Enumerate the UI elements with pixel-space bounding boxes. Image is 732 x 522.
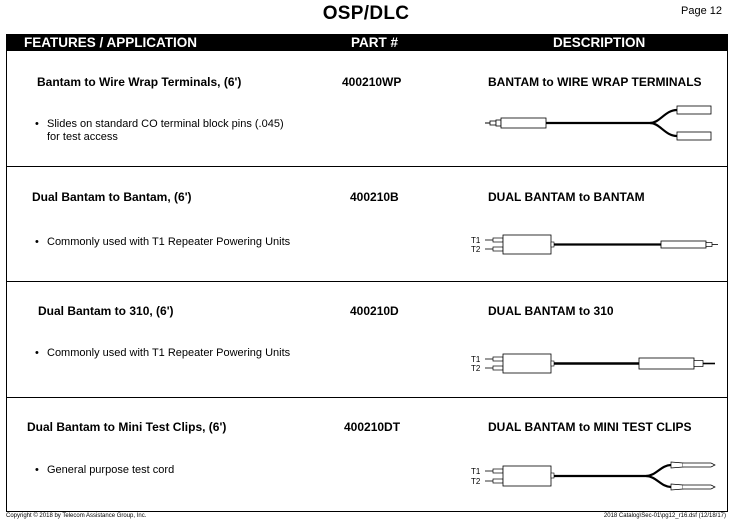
t1-label: T1 [471, 236, 481, 245]
product-row-dual-bantam-to-310 [6, 281, 728, 398]
bullet-line-1: Commonly used with T1 Repeater Powering Units [47, 236, 291, 248]
feature-bullet: • General purpose test cord [35, 464, 175, 476]
t1-label: T1 [471, 355, 481, 364]
header-part-number: PART # [351, 35, 399, 50]
product-title: Dual Bantam to Mini Test Clips, (6') [27, 420, 227, 434]
footer-file-reference: 2018 Catalog\Sec-01\pg12_r16.dsf (12/18/17) [603, 513, 726, 519]
header-description: DESCRIPTION [553, 35, 646, 50]
bullet-line-1: Commonly used with T1 Repeater Powering Units [47, 347, 291, 359]
part-number: 400210WP [342, 75, 402, 89]
bullet-line-1: Slides on standard CO terminal block pins (.045) [47, 118, 284, 130]
bullet-line-1: General purpose test cord [47, 464, 175, 476]
bullet-line-2: for test access [47, 131, 118, 143]
part-number: 400210B [350, 190, 399, 204]
feature-bullet: • Commonly used with T1 Repeater Powering Units [35, 236, 291, 248]
header-features: FEATURES / APPLICATION [24, 35, 198, 50]
feature-bullet: • Slides on standard CO terminal block pins (.045) for test access [35, 118, 284, 143]
product-description: DUAL BANTAM to 310 [488, 304, 614, 318]
footer-copyright: Copyright © 2018 by Telecom Assistance Group, Inc. [6, 513, 147, 519]
product-description: DUAL BANTAM to BANTAM [488, 190, 645, 204]
t2-label: T2 [471, 477, 481, 486]
product-title: Bantam to Wire Wrap Terminals, (6') [37, 75, 242, 89]
t2-label: T2 [471, 245, 481, 254]
product-row-dual-bantam-to-bantam [6, 166, 728, 282]
wire-wrap-cable-diagram [485, 105, 715, 145]
table-header [6, 34, 728, 51]
dual-bantam-to-310-diagram [471, 353, 721, 375]
dual-bantam-to-mini-test-clips-diagram [471, 460, 721, 492]
product-title: Dual Bantam to Bantam, (6') [32, 190, 192, 204]
t1-label: T1 [471, 467, 481, 476]
dual-bantam-to-bantam-diagram [471, 234, 721, 256]
product-row-dual-bantam-to-mini-test-clips [6, 397, 728, 512]
page-title: OSP/DLC [322, 3, 410, 24]
part-number: 400210DT [344, 420, 401, 434]
feature-bullet: • Commonly used with T1 Repeater Powering Units [35, 347, 291, 359]
product-description: DUAL BANTAM to MINI TEST CLIPS [488, 420, 692, 434]
product-description: BANTAM to WIRE WRAP TERMINALS [488, 75, 702, 89]
product-row-wire-wrap [6, 51, 728, 167]
t2-label: T2 [471, 364, 481, 373]
product-title: Dual Bantam to 310, (6') [38, 304, 174, 318]
part-number: 400210D [350, 304, 399, 318]
page-number: Page 12 [681, 5, 722, 17]
